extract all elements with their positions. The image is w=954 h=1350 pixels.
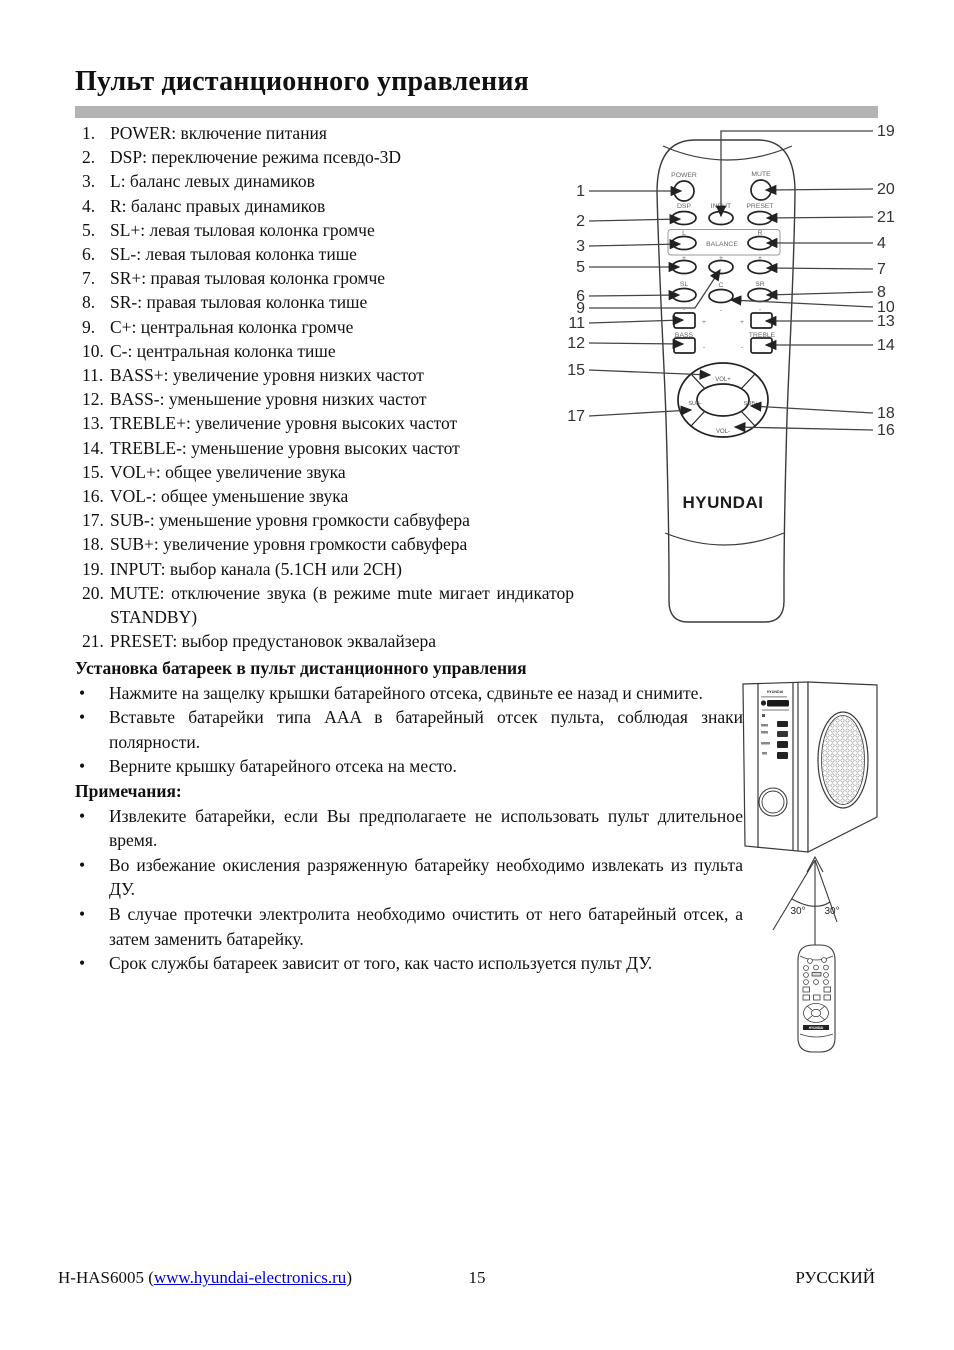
callout-15: 15 [567, 362, 585, 379]
page-number: 15 [468, 1268, 486, 1287]
list-item-text: BASS-: уменьшение уровня низких частот [110, 389, 427, 410]
list-item-number: 21. [82, 631, 104, 652]
speaker-brand-label: HYUNDAI [766, 690, 784, 694]
bullet-item [75, 754, 743, 779]
bullet-marker: • [79, 854, 86, 875]
callout-14: 14 [877, 337, 895, 354]
preset-label: PRESET [746, 203, 774, 210]
list-item-number: 19. [82, 558, 104, 579]
battery-bullets [75, 681, 743, 779]
footer-language: РУССКИЙ [795, 1268, 875, 1287]
callout-21: 21 [877, 209, 895, 226]
sr-minus-sign: - [758, 306, 762, 313]
list-item [82, 629, 574, 653]
bullet-marker: • [79, 805, 86, 826]
subwoofer-angle-figure [740, 668, 915, 1063]
list-item [82, 315, 574, 339]
mini-remote-brand-label: HYUNDAI [808, 1026, 824, 1030]
callout-5: 5 [576, 259, 585, 276]
callout-6: 6 [576, 288, 585, 305]
list-item-number: 20. [82, 582, 104, 603]
dsp-button [672, 212, 696, 225]
c-plus-sign: + [719, 255, 723, 262]
list-item-number: 1. [82, 123, 96, 143]
treble-label: TREBLE [748, 332, 776, 339]
list-item-number: 8. [82, 292, 96, 313]
list-item-number: 14. [82, 437, 104, 458]
list-item-text: BASS+: увеличение уровня низких частот [110, 365, 424, 386]
list-item-text: SL+: левая тыловая колонка громче [110, 219, 375, 240]
speaker-grille [822, 716, 865, 805]
bass-plus-sign: + [702, 319, 706, 326]
page-title: Пульт дистанционного управления [75, 66, 529, 97]
sl-label: SL [679, 281, 689, 288]
l-label: L [682, 230, 686, 237]
c-label: C [718, 282, 724, 289]
list-item-number: 11. [82, 365, 104, 386]
bullet-text: Вставьте батарейки типа AAA в батарейный отсек пульта, соблюдая знаки полярности. [109, 707, 743, 752]
list-item [82, 121, 574, 145]
c-plus-button [709, 261, 733, 274]
list-item [82, 411, 574, 435]
sl-plus-sign: + [682, 255, 686, 262]
list-item [82, 242, 574, 266]
list-item [82, 436, 574, 460]
note-item [75, 853, 743, 902]
note-text: Срок службы батареек зависит от того, как часто используется пульт ДУ. [109, 953, 653, 974]
treble-minus-sign: - [740, 344, 744, 351]
remote-control-diagram [555, 118, 905, 638]
bullet-marker: • [79, 682, 86, 703]
list-item [82, 484, 574, 508]
list-item-number: 6. [82, 244, 96, 265]
callout-19: 19 [877, 123, 895, 140]
list-item-number: 18. [82, 534, 104, 555]
list-item-text: PRESET: выбор предустановок эквалайзера [110, 631, 436, 652]
bass-minus-sign: - [702, 344, 706, 351]
footer-link[interactable]: www.hyundai-electronics.ru [153, 1268, 347, 1287]
angle-right-label: 30° [824, 906, 840, 917]
sub-plus-label: SUB+ [743, 401, 759, 407]
callout-13: 13 [877, 313, 895, 330]
vol-plus-label: VOL+ [715, 377, 731, 383]
list-item [82, 581, 574, 629]
notes-heading: Примечания: [75, 780, 182, 801]
note-item [75, 804, 743, 853]
notes-bullets [75, 804, 743, 976]
callout-4: 4 [877, 235, 886, 252]
list-item-text: VOL+: общее увеличение звука [110, 461, 346, 482]
bass-minus-button [674, 338, 695, 353]
subwoofer-drawing [743, 682, 877, 852]
list-item-text: TREBLE+: увеличение уровня высоких частот [110, 413, 458, 434]
sub-minus-label: SUB- [688, 401, 702, 407]
list-item-text: C+: центральная колонка громче [110, 316, 354, 337]
balance-label: BALANCE [706, 241, 738, 248]
list-item [82, 290, 574, 314]
mini-remote-drawing [798, 945, 835, 1052]
list-item-number: 15. [82, 461, 104, 482]
battery-heading: Установка батареек в пульт дистанционного управления [75, 658, 527, 678]
note-text: В случае протечки электролита необходимо очистить от него батарейный отсек, а затем заменить батарейку. [109, 903, 743, 949]
sr-plus-sign: + [758, 255, 762, 262]
footer-model-prefix: H-HAS6005 ( [58, 1268, 154, 1287]
hyundai-logo: HYUNDAI [682, 493, 764, 512]
list-item-text: POWER: включение питания [110, 123, 327, 143]
bass-label: BASS [674, 332, 694, 339]
list-item-number: 7. [82, 268, 96, 289]
treble-plus-sign: + [740, 319, 744, 326]
input-label: INPUT [710, 203, 732, 210]
list-item [82, 266, 574, 290]
list-item [82, 363, 574, 387]
list-item-number: 10. [82, 340, 104, 361]
list-item-number: 2. [82, 147, 96, 168]
bullet-text: Нажмите на защелку крышки батарейного отсека, сдвиньте ее назад и снимите. [109, 682, 703, 703]
callout-17: 17 [567, 408, 585, 425]
callout-20: 20 [877, 181, 895, 198]
list-item [82, 532, 574, 556]
list-item-number: 9. [82, 316, 96, 337]
list-item [82, 460, 574, 484]
callout-18: 18 [877, 405, 895, 422]
angle-left-label: 30° [790, 906, 806, 917]
list-item-text: R: баланс правых динамиков [110, 195, 326, 216]
callout-8: 8 [877, 284, 886, 301]
balance-l-button [672, 237, 696, 250]
vol-minus-label: VOL- [715, 429, 731, 435]
list-item-number: 13. [82, 413, 104, 434]
list-item-text: SR-: правая тыловая колонка тише [110, 292, 368, 313]
c-minus-button [709, 290, 733, 303]
list-item-text: SUB+: увеличение уровня громкости сабвуфера [110, 534, 468, 555]
list-item-text: C-: центральная колонка тише [110, 340, 336, 361]
list-item-number: 12. [82, 389, 104, 410]
list-item-text: MUTE: отключение звука (в режиме mute мигает индикатор STANDBY) [110, 582, 574, 628]
note-text: Извлеките батарейки, если Вы предполагаете не использовать пульт длительное время. [109, 805, 743, 851]
angle-diagram [773, 857, 840, 945]
list-item [82, 169, 574, 193]
bullet-marker: • [79, 756, 86, 777]
list-item-text: TREBLE-: уменьшение уровня высоких частот [110, 437, 460, 458]
list-item-text: SL-: левая тыловая колонка тише [110, 244, 357, 265]
callout-7: 7 [877, 261, 886, 278]
list-item-text: DSP: переключение режима псевдо-3D [110, 147, 401, 168]
sl-minus-sign: - [682, 306, 686, 313]
list-item-text: SR+: правая тыловая колонка громче [110, 268, 386, 289]
list-item-number: 16. [82, 486, 104, 507]
list-item [82, 218, 574, 242]
callout-11: 11 [568, 315, 585, 332]
callout-9: 9 [576, 300, 585, 317]
sr-plus-button [748, 261, 772, 274]
note-item [75, 951, 743, 976]
note-item [75, 902, 743, 951]
c-minus-sign: - [719, 307, 723, 314]
button-descriptions-list [82, 121, 574, 653]
bullet-item [75, 681, 743, 706]
list-item [82, 194, 574, 218]
bullet-text: Верните крышку батарейного отсека на место. [109, 756, 457, 777]
callout-10: 10 [877, 299, 895, 316]
list-item-number: 5. [82, 219, 96, 240]
mute-label: MUTE [751, 171, 771, 178]
list-item-text: VOL-: общее уменьшение звука [110, 486, 349, 507]
list-item [82, 557, 574, 581]
list-item [82, 387, 574, 411]
sr-label: SR [755, 281, 765, 288]
dsp-label: DSP [677, 203, 691, 210]
footer-model-suffix: ) [346, 1268, 352, 1287]
list-item [82, 145, 574, 169]
callout-3: 3 [576, 238, 585, 255]
bullet-marker: • [79, 707, 86, 728]
battery-section [75, 656, 743, 976]
list-item-number: 3. [82, 171, 96, 192]
bullet-marker: • [79, 953, 86, 974]
callout-12: 12 [567, 335, 585, 352]
bullet-marker: • [79, 903, 86, 924]
title-underline-bar [75, 106, 878, 118]
note-text: Во избежание окисления разряженную батарейку необходимо извлекать из пульта ДУ. [109, 854, 743, 900]
callout-16: 16 [877, 422, 895, 439]
list-item-text: L: баланс левых динамиков [110, 171, 315, 192]
callout-2: 2 [576, 213, 585, 230]
r-label: R [757, 230, 763, 237]
list-item [82, 508, 574, 532]
list-item-text: INPUT: выбор канала (5.1CH или 2CH) [110, 558, 402, 579]
list-item-text: SUB-: уменьшение уровня громкости сабвуфера [110, 510, 470, 531]
list-item [82, 339, 574, 363]
callout-1: 1 [576, 183, 585, 200]
power-label: POWER [671, 172, 697, 179]
list-item-number: 4. [82, 195, 96, 216]
bullet-item [75, 705, 743, 754]
list-item-number: 17. [82, 510, 104, 531]
